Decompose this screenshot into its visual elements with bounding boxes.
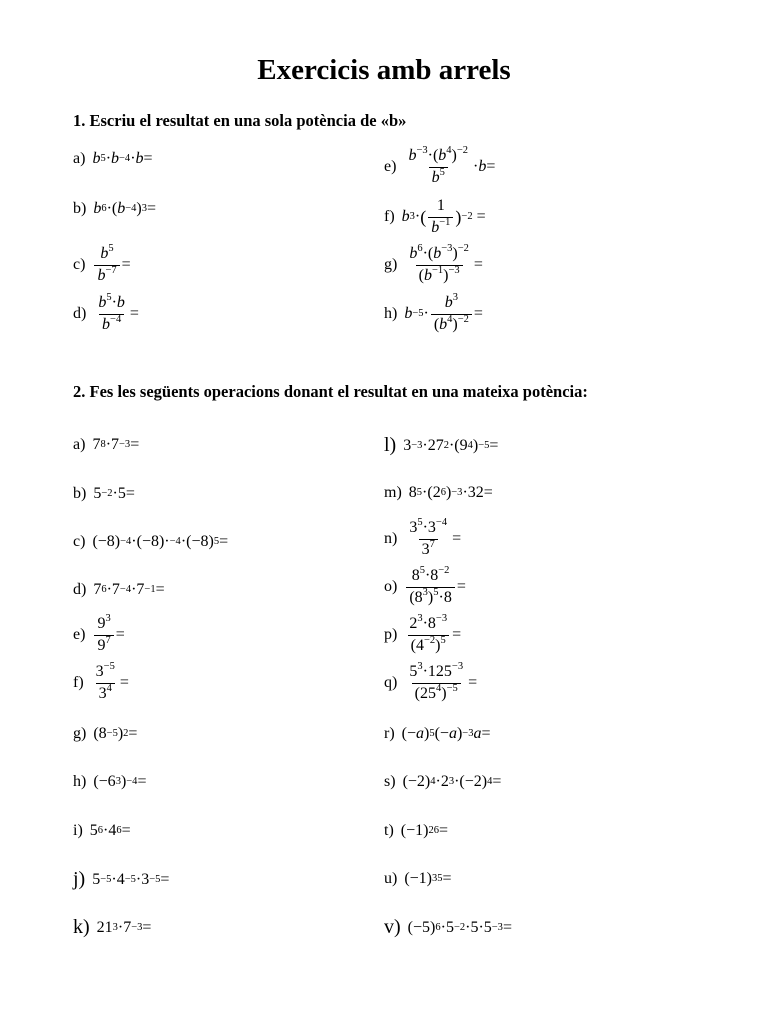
math-expression: 21 3 ·7 −3 = — [96, 918, 152, 936]
page-title: Exercicis amb arrels — [257, 54, 511, 86]
math-expression: $\frac{b^5}{b^{-7}}$ = — [92, 246, 130, 285]
exercise-2g — [73, 725, 137, 743]
exercise-2f — [73, 661, 129, 703]
exercise-2v — [384, 916, 512, 939]
math-expression: b 6 ·( b −4 ) 3 = — [93, 200, 157, 217]
exercise-2e — [73, 613, 125, 655]
exercise-label: c) — [73, 533, 86, 550]
math-expression: (−2) 4 ·2 3 ·(−2) 4 = — [402, 773, 502, 790]
math-expression: $\frac{8^5\cdot 8^{-2}}{(8^3)^5\cdot 8}$ = — [404, 568, 466, 607]
exercise-label: d) — [73, 581, 87, 598]
exercise-label: f) — [384, 208, 395, 226]
exercise-2b — [73, 485, 135, 503]
exercise-1f — [384, 198, 486, 237]
math-expression: $\frac{3^{-5}}{3^4}$ = — [95, 661, 129, 702]
math-expression: $\frac{b^6\cdot(b^{-3})^{-2}}{(b^{-1})^{-3}}$ = — [409, 243, 483, 284]
exercise-label: g) — [384, 256, 398, 274]
exercise-label: v) — [384, 916, 401, 938]
exercise-label: b) — [73, 485, 87, 502]
exercise-label: u) — [384, 870, 398, 887]
math-expression: (8 −5 ) 2 = — [93, 725, 138, 742]
math-expression: (−5) 6 ·5 −2 ·5·5 −3 = — [407, 918, 512, 936]
exercise-2a — [73, 436, 139, 454]
math-expression: 8 5 ·(2 6 ) −3 ·32= — [408, 484, 493, 501]
exercise-2n — [384, 517, 462, 559]
exercise-label: i) — [73, 822, 83, 839]
exercise-2p — [384, 613, 462, 655]
exercise-label: a) — [73, 150, 86, 167]
exercise-label: p) — [384, 626, 398, 644]
exercise-2t — [384, 822, 448, 840]
exercise-label: t) — [384, 822, 394, 839]
exercise-1c — [73, 243, 131, 285]
exercise-label: a) — [73, 436, 86, 453]
exercise-label: k) — [73, 916, 90, 938]
exercise-2l — [384, 434, 498, 457]
exercise-2d — [73, 581, 165, 599]
math-expression: (−6 3 ) −4 = — [93, 773, 147, 790]
exercise-1g — [384, 243, 483, 285]
exercise-2k — [73, 916, 151, 939]
exercise-1b — [73, 200, 156, 218]
exercise-2s — [384, 773, 501, 791]
math-expression: $\frac{3^5\cdot 3^{-4}}{3^7}$ = — [409, 517, 462, 558]
exercise-label: b) — [73, 200, 87, 217]
exercise-2o — [384, 565, 466, 607]
exercise-label: n) — [384, 530, 398, 548]
exercise-1e — [384, 145, 496, 187]
exercise-1d — [73, 292, 139, 334]
math-expression: b −5 · $\frac{b^3}{(b^4)^{-2}}$ = — [404, 292, 483, 333]
exercise-2i — [73, 822, 131, 840]
exercise-label: g) — [73, 725, 87, 742]
exercise-label: l) — [384, 434, 397, 456]
math-expression: $\frac{b^{-3}\cdot(b^4)^{-2}}{b^5}$ · b = — [408, 145, 496, 186]
math-expression: 3 −3 ·27 2 ·(9 4 ) −5 = — [403, 436, 499, 454]
exercise-label: r) — [384, 725, 395, 742]
exercise-2h — [73, 773, 146, 791]
math-expression: (− a ) 5 (− a ) −3 a = — [401, 725, 491, 742]
exercise-1a — [73, 150, 153, 168]
section-2-heading: 2. Fes les següents operacions donant el resultat en una mateixa potència: — [73, 382, 588, 401]
exercise-2m — [384, 484, 493, 502]
math-expression: 7 8 ·7 −3 = — [92, 436, 140, 453]
exercise-label: c) — [73, 256, 86, 274]
exercise-2j — [73, 868, 169, 891]
section-1-heading: 1. Escriu el resultat en una sola potència de «b» — [73, 111, 407, 130]
exercise-label: s) — [384, 773, 396, 790]
math-expression: $\frac{2^3\cdot 8^{-3}}{(4^{-2})^5}$ = — [409, 613, 462, 654]
exercise-label: h) — [73, 773, 87, 790]
exercise-2u — [384, 870, 452, 888]
exercise-label: e) — [384, 158, 397, 176]
math-expression: (−1) 26 = — [400, 822, 448, 839]
exercise-2c — [73, 533, 228, 551]
exercise-label: d) — [73, 305, 87, 323]
math-expression: $\frac{5^3\cdot 125^{-3}}{(25^4)^{-5}}$ = — [409, 661, 478, 702]
exercise-2q — [384, 661, 478, 703]
exercise-1h — [384, 292, 483, 334]
math-expression: (−1) 35 = — [404, 870, 452, 887]
exercise-label: e) — [73, 626, 86, 644]
math-expression: 5 −5 ·4 −5 ·3 −5 = — [92, 870, 170, 888]
exercise-label: j) — [73, 868, 86, 890]
exercise-2r — [384, 725, 490, 743]
math-expression: 5 6 ·4 6 = — [89, 822, 131, 839]
exercise-label: o) — [384, 578, 398, 596]
math-expression: 7 6 ·7 −4 ·7 −1 = — [93, 581, 165, 598]
math-expression: $\frac{9^3}{9^7}$ = — [92, 616, 124, 655]
exercise-label: h) — [384, 305, 398, 323]
math-expression: 5 −2 ·5= — [93, 485, 135, 502]
math-expression: $\frac{b^5\cdot b}{b^{-4}}$ = — [98, 292, 139, 333]
math-expression: (−8) −4 ·(−8)· −4 ·(−8) 5 = — [92, 533, 229, 550]
math-expression: b 3 · ( $\frac{1}{b^{-1}}$ ) −2 = — [401, 197, 486, 236]
exercise-label: f) — [73, 674, 84, 692]
exercise-label: m) — [384, 484, 402, 501]
math-expression: b 5 · b −4 · b = — [92, 150, 153, 167]
exercise-label: q) — [384, 674, 398, 692]
